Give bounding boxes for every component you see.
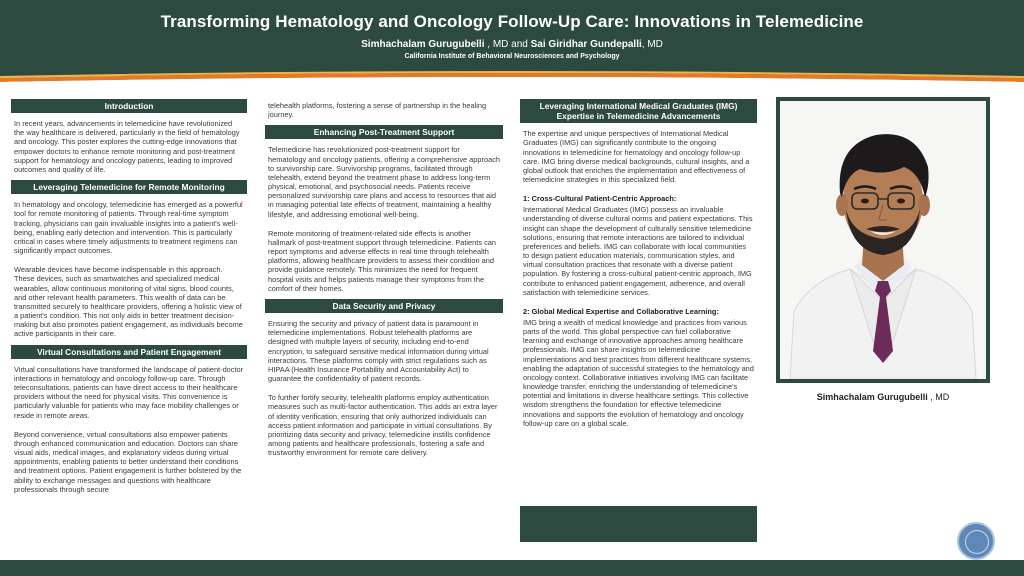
global-expertise-subheading: 2: Global Medical Expertise and Collaborative Learning: (523, 306, 719, 316)
column-2 (265, 99, 503, 457)
poster-title: Transforming Hematology and Oncology Follow-Up Care: Innovations in Telemedicine (160, 12, 864, 31)
post-treatment-heading: Enhancing Post-Treatment Support (265, 125, 503, 139)
continued-text: telehealth platforms, fostering a sense of partnership in the healing journey. (268, 101, 487, 120)
affiliation: California Institute of Behavioral Neurosciences and Psychology (404, 53, 620, 60)
img-expertise-heading: Leveraging International Medical Graduates (IMG) Expertise in Telemedicine Advancements (520, 99, 757, 123)
author-2-suffix: , MD (641, 39, 663, 50)
institution-seal-icon (957, 522, 995, 560)
post-treatment-text-2: Remote monitoring of treatment-related side effects is another hallmark of post-treatment support through telemedicine. Patients can report symptoms and adverse effects in real time through telehealth platforms, allowing healthcare providers to assess their condition and provide guidance remotely. This minimizes the need for frequent hospital visits and helps patients manage their symptoms from the comfort of their homes. (268, 228, 496, 293)
author-photo (780, 101, 986, 379)
decorative-green-box (520, 506, 757, 542)
introduction-heading: Introduction (11, 99, 247, 113)
photo-caption (776, 392, 990, 402)
author-1: Simhachalam Gurugubelli (361, 39, 485, 50)
author-1-suffix: , MD and (484, 39, 531, 50)
poster-footer (0, 560, 1024, 576)
author-photo-frame (776, 97, 990, 383)
introduction-text: In recent years, advancements in telemedicine have revolutionized the way healthcare is delivered, particularly in the field of hematology and oncology. This poster explores the cutting-edge innovations that empower doctors to enhance remote monitoring and post-treatment support for hematology and oncology patients, leading to improved outcomes and quality of life. (14, 119, 240, 174)
poster-authors (0, 39, 1024, 50)
data-security-heading: Data Security and Privacy (265, 299, 503, 313)
photo-caption-suffix: , MD (927, 392, 950, 402)
virtual-consultations-text-1: Virtual consultations have transformed the landscape of patient-doctor interactions in hematology and oncology follow-up care. Through teleconsultations, patients can have direct access to their healthcare providers without the need for physical visits. This convenience is particularly valuable for patients who may face mobility challenges or reside in remote areas. (14, 364, 244, 420)
photo-caption-name: Simhachalam Gurugubelli (816, 392, 928, 402)
post-treatment-text-1: Telemedicine has revolutionized post-treatment support for hematology and oncology patients, offering a comprehensive approach to survivorship care. Survivorship programs, facilitated through telehealth, extend beyond the treatment phase to address long-term physical, emotional, and psychosocial needs. Patients receive personalized survivorship care plans and access to resources that aid in managing potential late effects of treatment, maintaining a healthy lifestyle, and addressing emotional well-being. (268, 145, 501, 219)
remote-monitoring-text-1: In hematology and oncology, telemedicine has emerged as a powerful tool for remote monitoring of patients. Through real-time symptom tracking, physicians can gain invaluable insights into a patient's well-being, enabling early detection and intervention. This is particularly critical in cases where timely adjustments to treatment regimens can significantly impact outcomes. (14, 200, 243, 256)
virtual-consultations-heading: Virtual Consultations and Patient Engagement (11, 345, 247, 359)
author-2: Sai Giridhar Gundepalli (530, 39, 642, 50)
cross-cultural-text: International Medical Graduates (IMG) possess an invaluable understanding of diverse cultural norms and patient expectations. This insight can shape the development of culturally sensitive telemedicine solutions, ensuring that remote interactions are tailored to individual preferences and beliefs. IMG can collaborate with local communities to design patient education materials, communication styles, and virtual consultation practices that resonate with a diverse patient population. By fostering a cross-cultural patient-centric approach, IMG contribute to enhanced patient engagement, adherence, and overall satisfaction with telemedicine services. (523, 205, 753, 297)
column-3 (520, 99, 757, 428)
data-security-text-2: To further fortify security, telehealth platforms employ authentication measures such as multi-factor authentication. This adds an extra layer of identity verification, ensuring that only authorized individuals can access patient information and participate in virtual consultations. By prioritizing data security and privacy, telemedicine instills confidence among patients and healthcare professionals, fostering a safe and trustworthy environment for remote care delivery. (268, 393, 498, 458)
remote-monitoring-text-2: Wearable devices have become indispensable in this approach. These devices, such as smartwatches and specialized medical wearables, allow continuous monitoring of vital signs, blood counts, and other relevant health parameters. This wealth of data can be transmitted securely to healthcare providers, offering a holistic view of a patient's condition. This not only aids in better treatment decision-making but also promotes patient engagement, as individuals become active participants in their care. (14, 265, 243, 339)
poster-header (0, 0, 1024, 76)
cross-cultural-subheading: 1: Cross-Cultural Patient-Centric Approach: (523, 194, 677, 204)
column-1 (11, 99, 247, 494)
data-security-text-1: Ensuring the security and privacy of patient data is paramount in telemedicine implementations. Robust telehealth platforms are designed with multiple layers of security, including end-to-end encryption, to safeguard sensitive medical information during virtual interactions. These platforms comply with strict regulations such as HIPAA (Health Insurance Portability and Accountability Act) to guarantee the confidentiality of patient records. (268, 319, 489, 384)
header-accent-stripe (0, 68, 1024, 88)
remote-monitoring-heading: Leveraging Telemedicine for Remote Monitoring (11, 180, 247, 194)
virtual-consultations-text-2: Beyond convenience, virtual consultations also empower patients through enhanced communication and education. Doctors can share visual aids, medical images, and explanatory videos during virtual appointments, enabling patients to better understand their conditions and treatment options. Patient engagement is further bolstered by the ability to exchange messages and questions with healthcare professionals through secure (14, 429, 242, 494)
global-expertise-text: IMG bring a wealth of medical knowledge and practices from various parts of the world. This global perspective can fuel collaborative learning and exchange of innovative approaches among healthcare professionals. IMG can share insights on telemedicine implementations and best practices from different healthcare systems, enabling the adaptation of successful strategies to the hematology and oncology context. Collaborative initiatives involving IMG can facilitate knowledge transfer, enriching the understanding of telemedicine's potential and limitations in diverse healthcare settings. This collective wisdom strengthens the foundation for effective telemedicine innovations and supports the evolution of hematology and oncology follow-up care on a global scale. (523, 317, 754, 428)
img-expertise-intro: The expertise and unique perspectives of International Medical Graduates (IMG) can significantly contribute to the ongoing innovations in telemedicine for hematology and oncology follow-up care. IMG bring diverse medical backgrounds, cultural insights, and a global outlook that enriches the implementation and effectiveness of telemedicine strategies in this specialized field. (523, 129, 750, 185)
